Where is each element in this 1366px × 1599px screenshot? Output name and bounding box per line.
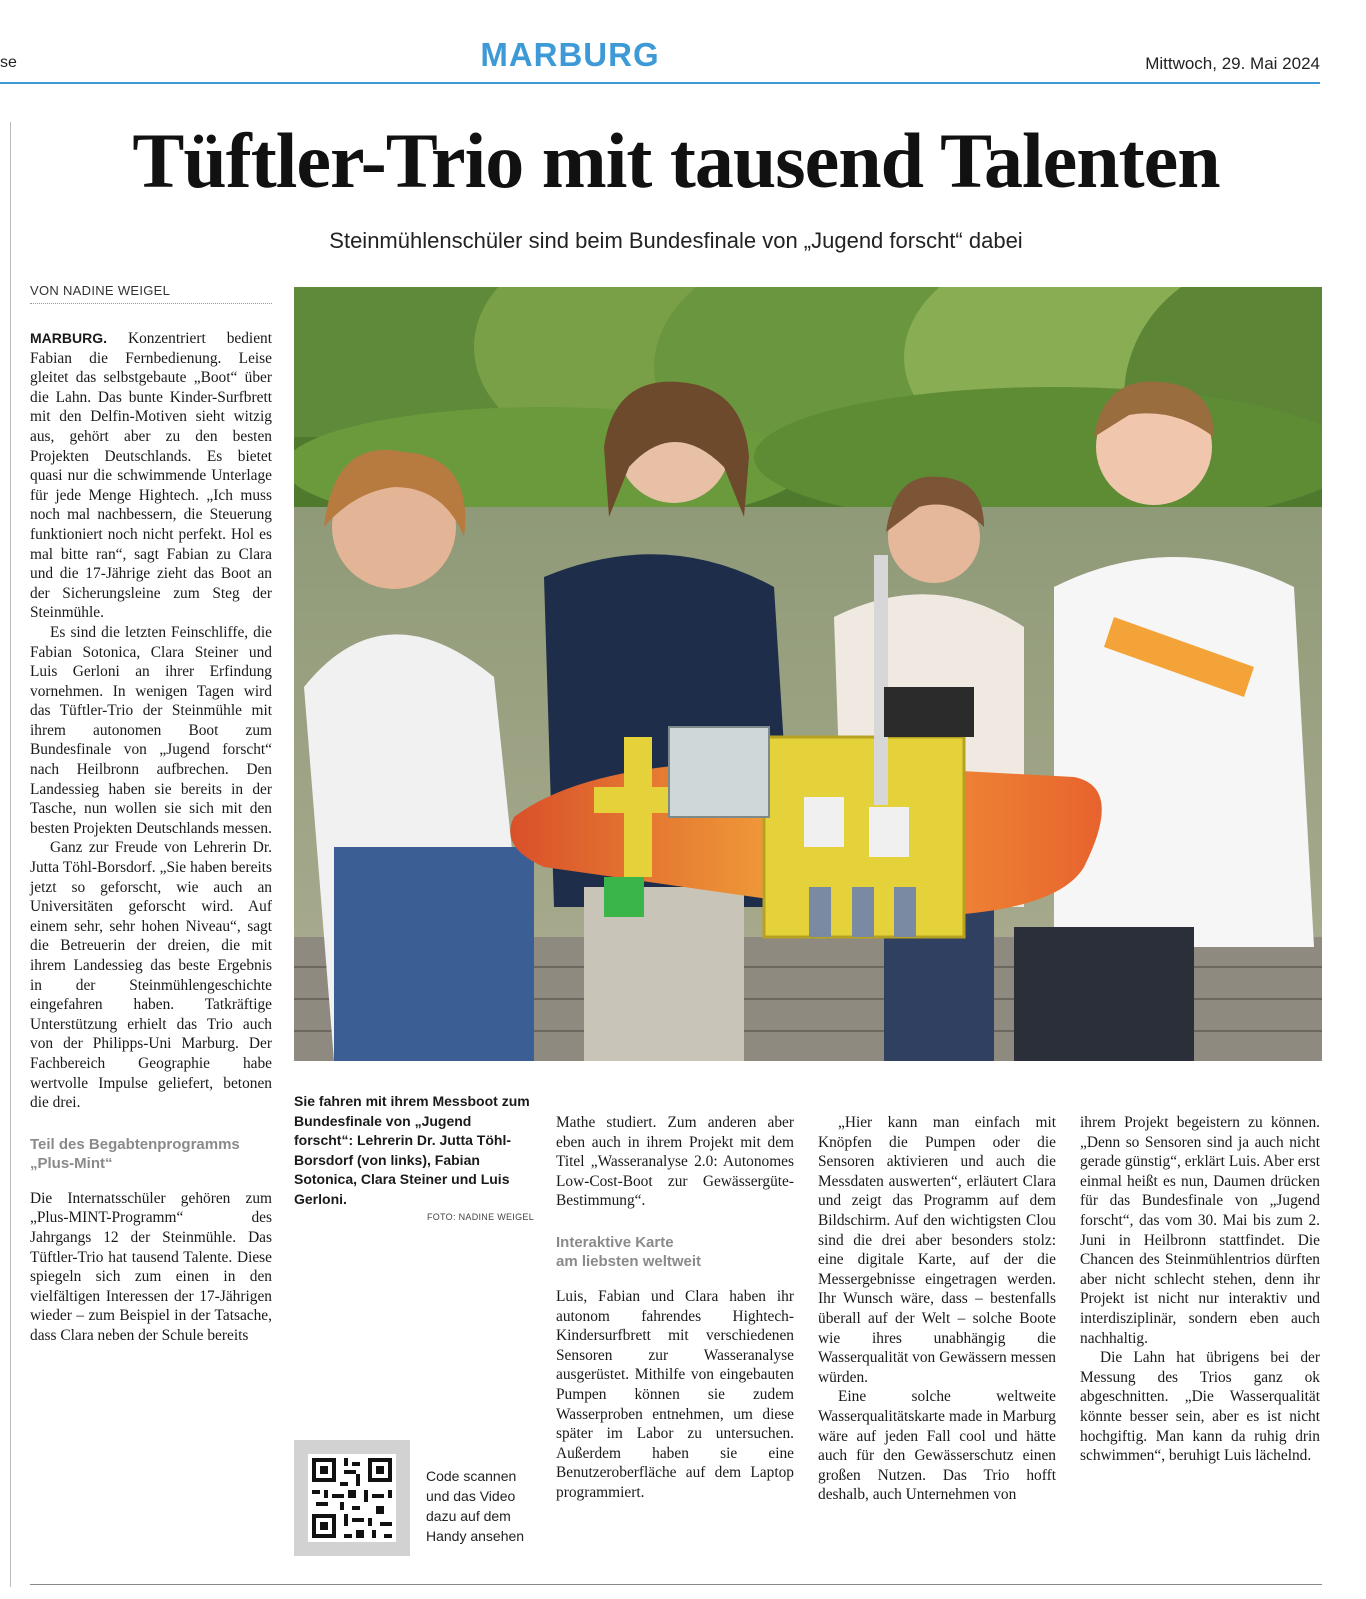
paragraph: ihrem Projekt begeistern zu können. „Denn so Sensoren sind ja auch nicht gerade günstig“, erklärt Luis. Aber erst einmal heißt es nun, Daumen drücken für das Bundesfinale von „Jugend forscht“, das vom 30. Mai bis zum 2. Juni in Heilbronn stattfindet. Die Chancen des Steinmühlentrios dürften aber nicht schlecht stehen, denn ihr Projekt ist nicht nur interaktiv und interdisziplinär, sondern eben auch nachhaltig. — [1080, 1114, 1320, 1347]
qr-text-line: und das Video — [426, 1488, 516, 1504]
photo-caption: Sie fahren mit ihrem Messboot zum Bundesfinale von „Jugend forscht“: Lehrerin Dr. Jutta Töhl-Borsdorf (von links), Fabian Sotonica, Clara Steiner und Luis Gerloni. — [294, 1093, 530, 1207]
article-column-4 — [1080, 1113, 1320, 1466]
paragraph — [30, 329, 272, 623]
subheading-line: Interaktive Karte — [556, 1233, 674, 1251]
byline: VON NADINE WEIGEL — [30, 283, 272, 304]
footer-rule — [30, 1584, 1322, 1585]
dateline: MARBURG. — [30, 330, 107, 346]
article-headline: Tüftler-Trio mit tausend Talenten — [132, 117, 1220, 204]
qr-instructions — [426, 1466, 546, 1546]
paragraph: Mathe studiert. Zum anderen aber eben auch in ihrem Projekt mit dem Titel „Wasseranalyse 2.0: Autonomes Low-Cost-Boot zur Gewässergüte-Bestimmung“. — [556, 1114, 794, 1210]
subheading-line: Teil des Begabtenprogramms — [30, 1135, 240, 1153]
photo-credit: FOTO: NADINE WEIGEL — [426, 1212, 534, 1222]
paragraph: Ganz zur Freude von Lehrerin Dr. Jutta Töhl-Borsdorf. „Sie haben bereits jetzt so geforscht, wie auch an Universitäten geforscht wird. Auf einem sehr, sehr hohen Niveau“, sagt die Betreuerin der dreien, die mit ihrem Landessieg das beste Ergebnis in der Steinmühlengeschichte eingefahren haben. Tatkräftige Unterstützung erhielt das Trio auch von der Philipps-Uni Marburg. Der Fachbereich Geographie habe wertvolle Impulse geliefert, betonen die drei. — [30, 839, 272, 1112]
article-column-2 — [556, 1113, 794, 1503]
article-column-1 — [30, 329, 272, 1346]
subheading — [556, 1233, 794, 1271]
header-fragment: se — [0, 54, 17, 71]
header-rule — [0, 82, 1320, 84]
qr-text-line: Handy ansehen — [426, 1528, 525, 1544]
paragraph: Die Lahn hat übrigens bei der Messung des Trios ganz ok abgeschnitten. „Die Wasserqualität könnte besser sein, aber es ist nicht hochgiftig. Man kann da ruhig drin schwimmen“, beruhigt Luis lächelnd. — [1080, 1349, 1320, 1465]
article-subheadline: Steinmühlenschüler sind beim Bundesfinale von „Jugend forscht“ dabei — [329, 228, 1023, 253]
article-column-3 — [818, 1113, 1056, 1505]
qr-text-line: Code scannen — [426, 1468, 517, 1484]
photo-illustration — [294, 287, 1322, 1061]
qr-code[interactable] — [294, 1440, 410, 1556]
paragraph: Eine solche weltweite Wasserqualitätskarte made in Marburg wäre auf jeden Fall cool und hätte auch für den Gewässerschutz einen großen Nutzen. Das Trio hofft deshalb, auch Unternehmen von — [818, 1388, 1056, 1504]
paragraph-text: Konzentriert bedient Fabian die Fernbedienung. Leise gleitet das selbstgebaute „Boot“ über die Lahn. Das bunte Kinder-Surfbrett mit den Delfin-Motiven sieht witzig aus, gehört aber zu den besten Projekten Deutschlands. Es bietet quasi nur die schwimmende Unterlage für jede Menge Hightech. „Ich muss noch mal nachbessern, die Steuerung funktioniert noch nicht perfekt. Hol es mal bitte ran“, sagt Fabian zu Clara und die 17-Jährige zieht das Boot an der Sicherungsleine zum Steg der Steinmühle. — [30, 330, 272, 622]
article-photo — [294, 287, 1322, 1061]
paragraph: „Hier kann man einfach mit Knöpfen die Pumpen oder die Sensoren aktivieren und auch die Messdaten auswerten“, erläutert Clara und zeigt das Programm auf dem Bildschirm. Auf den wichtigsten Clou sind die drei aber besonders stolz: eine digitale Karte, auf der die Messergebnisse eingetragen werden. Ihr Wunsch wäre, dass – bestenfalls überall auf der Welt – solche Boote wie ihres unabhängig die Wasserqualität von Gewässern messen würden. — [818, 1114, 1056, 1386]
qr-text-line: dazu auf dem — [426, 1508, 511, 1524]
section-title: MARBURG — [480, 36, 660, 73]
paragraph: Luis, Fabian und Clara haben ihr autonom fahrendes Hightech-Kindersurfbrett mit verschiedenen Sensoren zur Wasseranalyse ausgerüstet. Mithilfe von eingebauten Pumpen können sie zudem Wasserproben entnehmen, um diese später im Labor zu untersuchen. Außerdem haben sie eine Benutzeroberfläche auf dem Laptop programmiert. — [556, 1287, 794, 1501]
qr-code-icon — [308, 1454, 396, 1542]
subheading — [30, 1135, 272, 1173]
issue-date: Mittwoch, 29. Mai 2024 — [1145, 54, 1320, 73]
subheading-line: „Plus-Mint“ — [30, 1154, 113, 1172]
subheading-line: am liebsten weltweit — [556, 1252, 702, 1270]
paragraph: Es sind die letzten Feinschliffe, die Fabian Sotonica, Clara Steiner und Luis Gerloni an ihrer Erfindung vornehmen. In wenigen Tagen wird das Tüftler-Trio der Steinmühle mit ihrem autonomen Boot zum Bundesfinale von „Jugend forscht“ nach Heilbronn aufbrechen. Den Landessieg haben sie bereits in der Tasche, nun wollen sie sich mit den besten Projekten Deutschlands messen. — [30, 623, 272, 837]
column-divider — [10, 122, 11, 1587]
paragraph: Die Internatsschüler gehören zum „Plus-MINT-Programm“ des Jahrgangs 12 der Steinmühle. Das Tüftler-Trio hat tausend Talente. Diese spiegeln sich zum einen in den vielfältigen Interessen der 17-Jährigen wieder – zum Beispiel in der Tatsache, dass Clara neben der Schule bereits — [30, 1189, 272, 1344]
